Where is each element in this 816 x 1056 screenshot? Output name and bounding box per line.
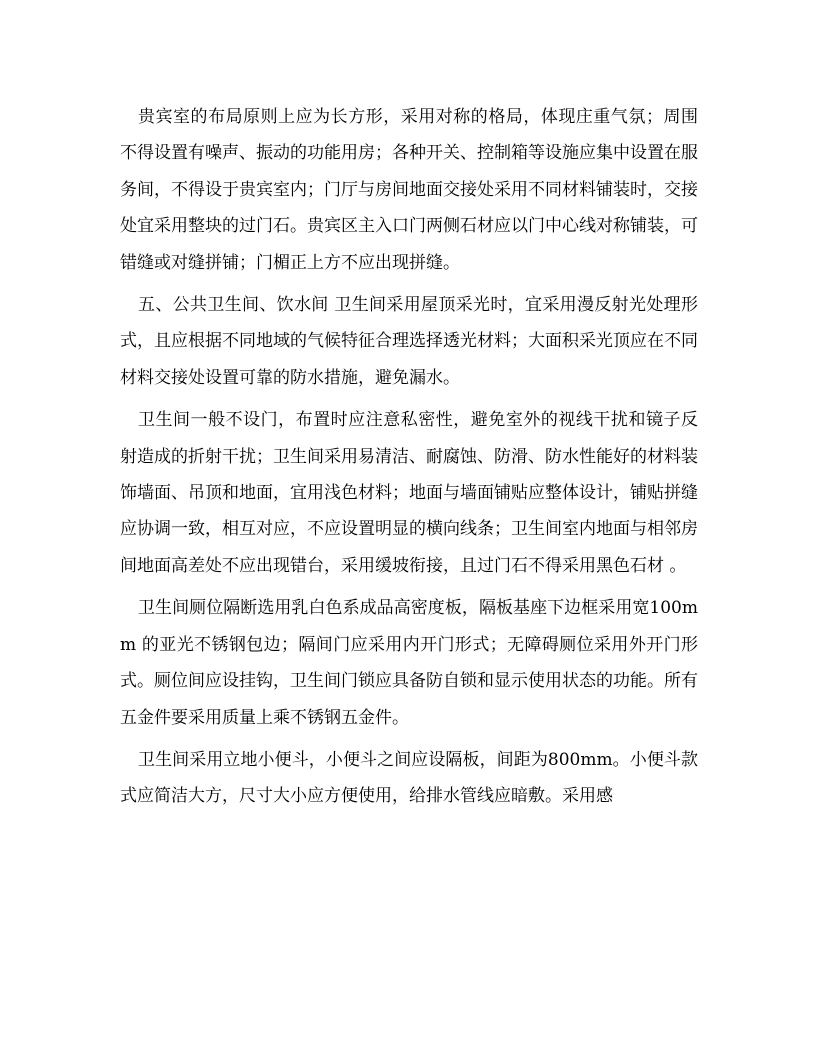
paragraph-restroom-layout: 卫生间一般不设门，布置时应注意私密性，避免室外的视线干扰和镜子反射造成的折射干扰；卫生间采用易清洁、耐腐蚀、防滑、防水性能好的材料装饰墙面、吊顶和地面，宜用浅色材料；地面与墙面铺贴应整体设计，铺贴拼缝应协调一致，相互对应，不应设置明显的横向线条；卫生间室内地面与相邻房间地面高差处不应出现错台，采用缓坡衔接，且过门石不得采用黑色石材 。 (120, 410, 698, 576)
document-body (120, 99, 698, 821)
paragraph-urinal: 卫生间采用立地小便斗，小便斗之间应设隔板，间距为800mm。小便斗款式应简洁大方，尺寸大小应方便使用，给排水管线应暗敷。采用感 (120, 749, 698, 807)
paragraph-vip-room: 贵宾室的布局原则上应为长方形，采用对称的格局，体现庄重气氛；周围不得设置有噪声、振动的功能用房；各种开关、控制箱等设施应集中设置在服务间，不得设于贵宾室内；门厅与房间地面交接处采用不同材料铺装时，交接处宜采用整块的过门石。贵宾区主入口门两侧石材应以门中心线对称铺装，可错缝或对缝拼铺；门楣正上方不应出现拼缝。 (120, 107, 698, 273)
paragraph-restroom-partition: 卫生间厕位隔断选用乳白色系成品高密度板，隔板基座下边框采用宽100mm 的亚光不锈钢包边；隔间门应采用内开门形式；无障碍厕位采用外开门形式。厕位间应设挂钩，卫生间门锁应具备防自锁和显示使用状态的功能。所有五金件要采用质量上乘不锈钢五金件。 (120, 598, 698, 728)
paragraph-public-restroom: 五、公共卫生间、饮水间 卫生间采用屋顶采光时，宜采用漫反射光处理形式，且应根据不同地域的气候特征合理选择透光材料；大面积采光顶应在不同材料交接处设置可靠的防水措施，避免漏水。 (120, 295, 698, 388)
